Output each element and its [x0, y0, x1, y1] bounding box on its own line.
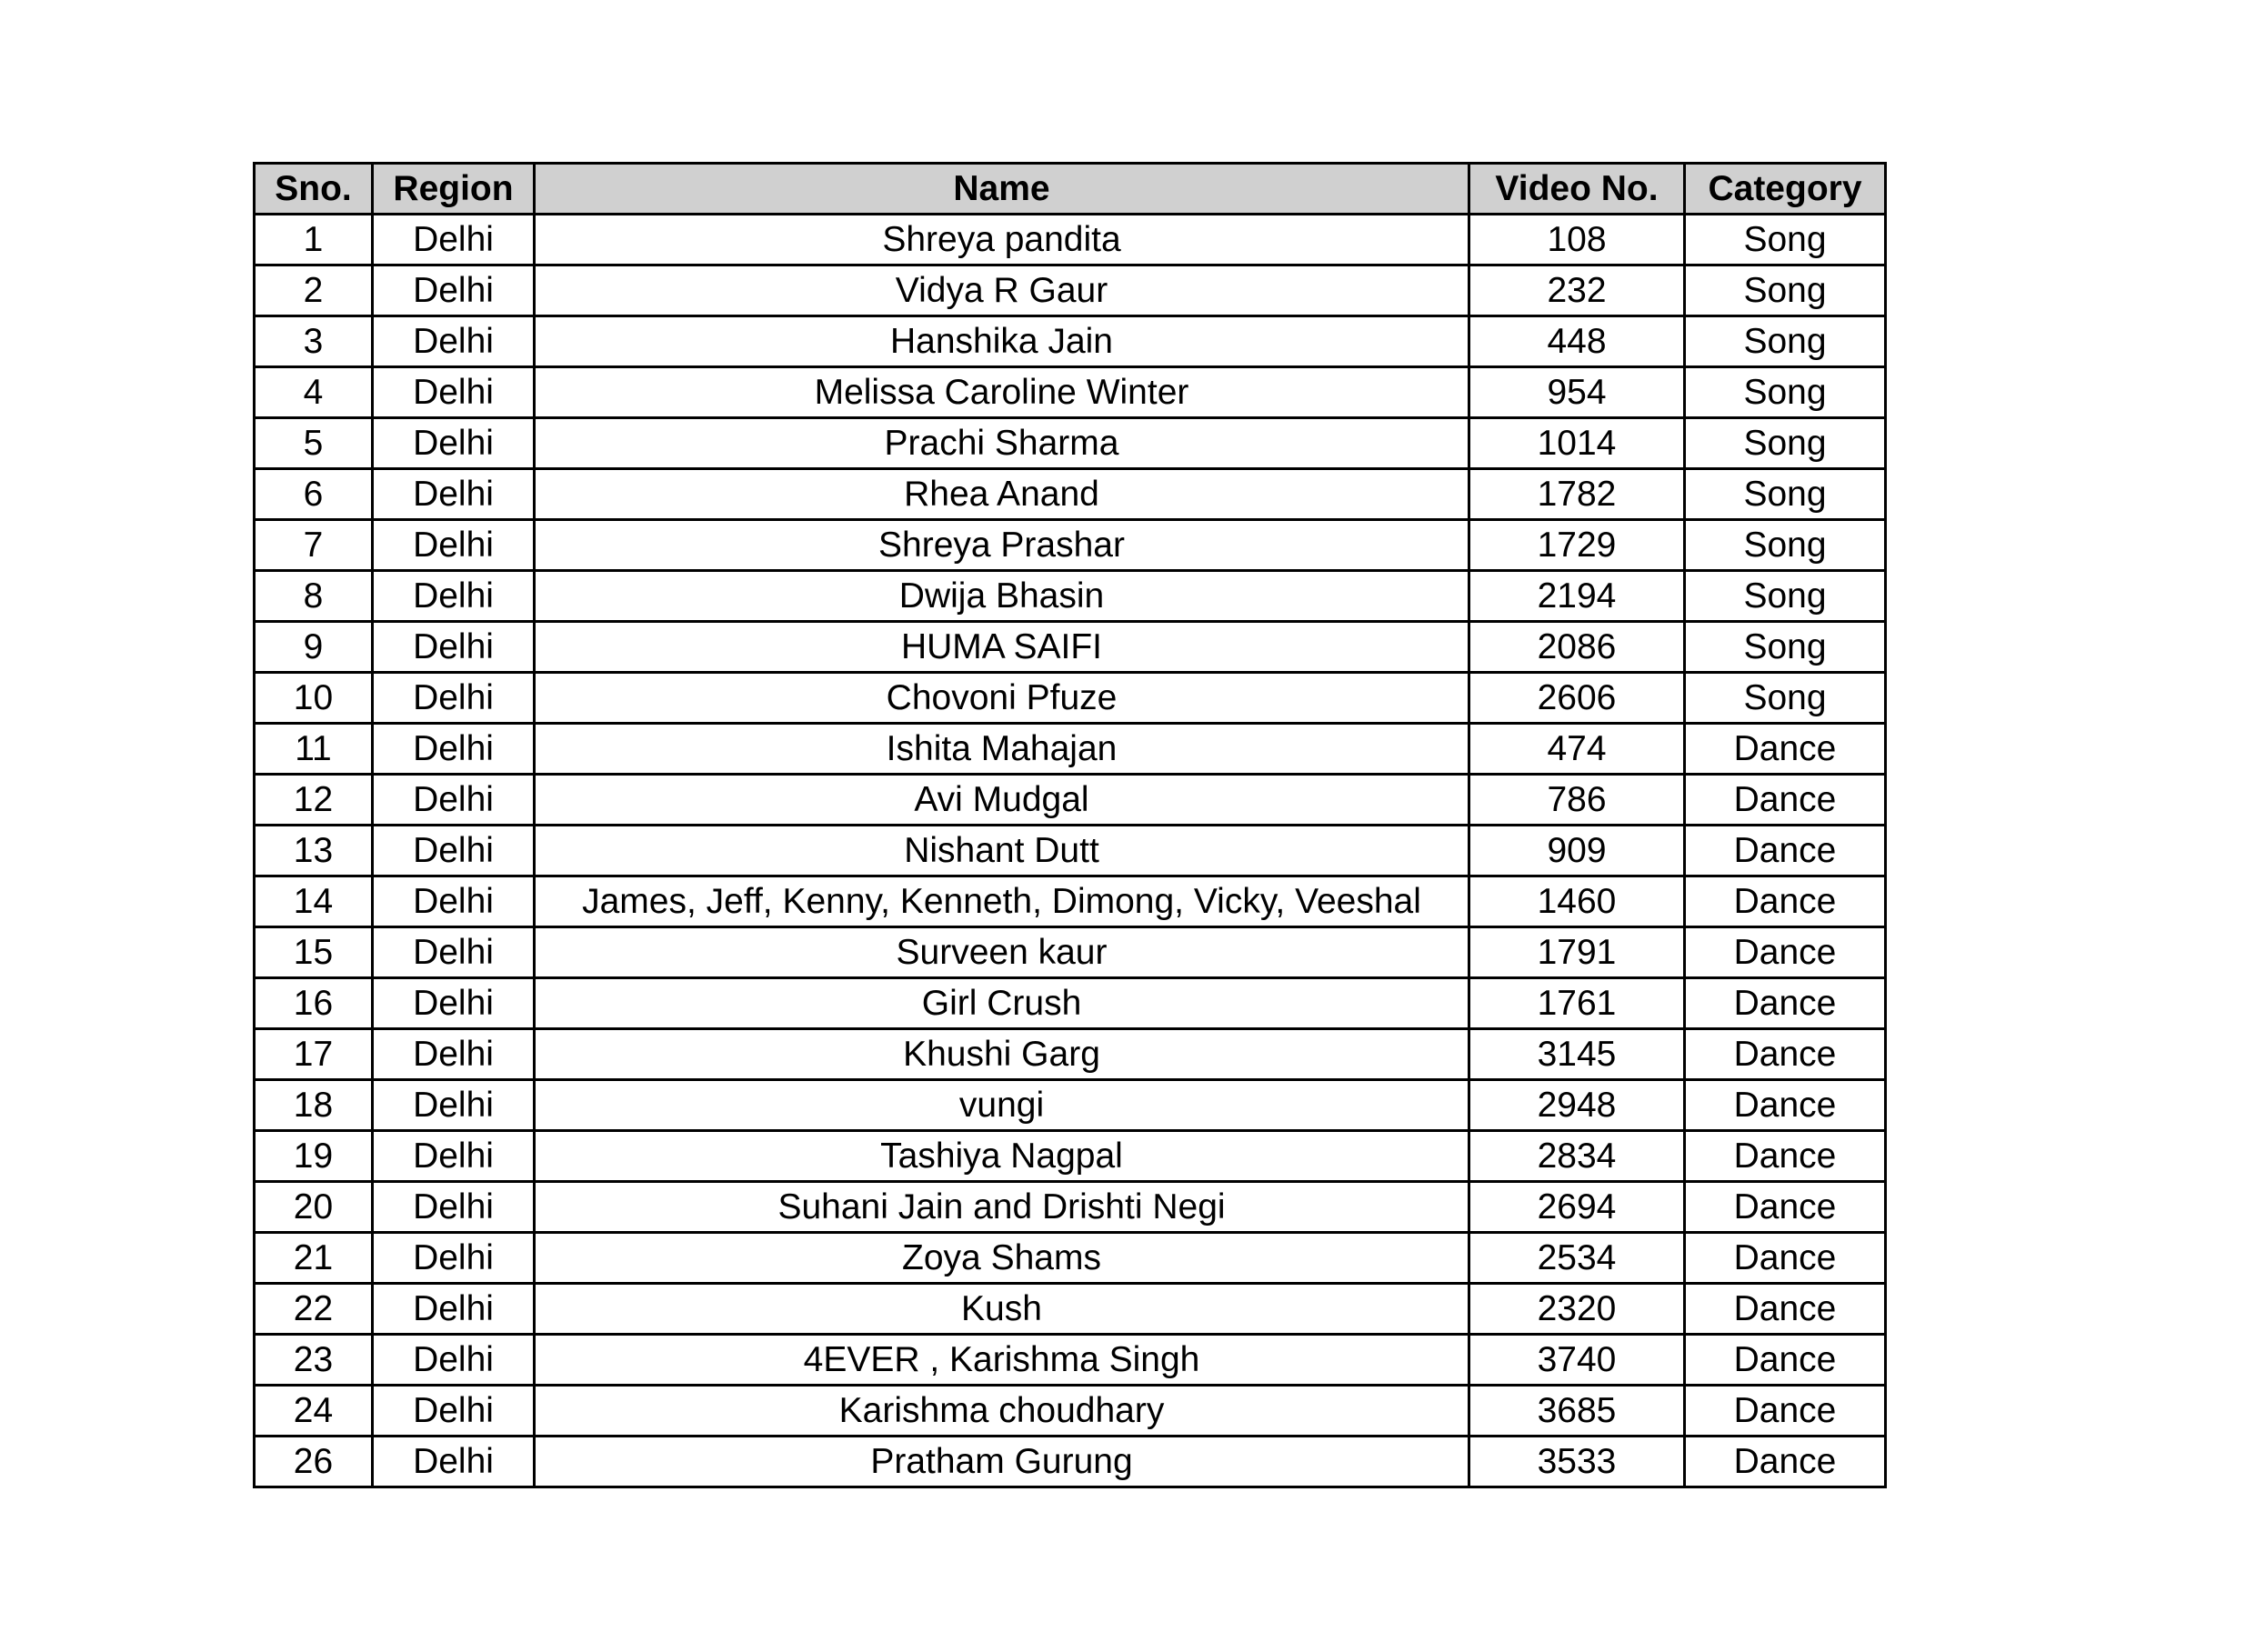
- cell-video-no: 3740: [1469, 1335, 1685, 1386]
- cell-region: Delhi: [373, 418, 535, 469]
- table-row: [255, 571, 1886, 622]
- cell-video-no: 786: [1469, 775, 1685, 826]
- cell-sno: 10: [255, 673, 373, 724]
- cell-video-no: 2320: [1469, 1284, 1685, 1335]
- cell-sno: 26: [255, 1437, 373, 1487]
- table-row: [255, 1080, 1886, 1131]
- cell-category: Dance: [1685, 927, 1886, 978]
- header-region: Region: [373, 164, 535, 215]
- cell-sno: 22: [255, 1284, 373, 1335]
- cell-region: Delhi: [373, 469, 535, 520]
- cell-region: Delhi: [373, 1386, 535, 1437]
- cell-region: Delhi: [373, 775, 535, 826]
- cell-video-no: 1729: [1469, 520, 1685, 571]
- cell-video-no: 2606: [1469, 673, 1685, 724]
- table-row: [255, 978, 1886, 1029]
- cell-video-no: 108: [1469, 215, 1685, 265]
- cell-video-no: 3533: [1469, 1437, 1685, 1487]
- cell-name: Vidya R Gaur: [535, 265, 1469, 316]
- header-category: Category: [1685, 164, 1886, 215]
- table-row: [255, 367, 1886, 418]
- cell-name: Prachi Sharma: [535, 418, 1469, 469]
- cell-sno: 16: [255, 978, 373, 1029]
- table-row: [255, 673, 1886, 724]
- cell-name: Kush: [535, 1284, 1469, 1335]
- table-row: [255, 1182, 1886, 1233]
- cell-category: Song: [1685, 622, 1886, 673]
- cell-category: Song: [1685, 265, 1886, 316]
- table-row: [255, 1437, 1886, 1487]
- table-row: [255, 1029, 1886, 1080]
- cell-region: Delhi: [373, 876, 535, 927]
- cell-region: Delhi: [373, 622, 535, 673]
- cell-sno: 7: [255, 520, 373, 571]
- cell-category: Song: [1685, 571, 1886, 622]
- cell-sno: 18: [255, 1080, 373, 1131]
- table-row: [255, 1284, 1886, 1335]
- cell-name: Shreya pandita: [535, 215, 1469, 265]
- cell-video-no: 2194: [1469, 571, 1685, 622]
- cell-region: Delhi: [373, 367, 535, 418]
- cell-sno: 4: [255, 367, 373, 418]
- cell-video-no: 954: [1469, 367, 1685, 418]
- cell-category: Dance: [1685, 1080, 1886, 1131]
- cell-region: Delhi: [373, 927, 535, 978]
- table-row: [255, 265, 1886, 316]
- cell-region: Delhi: [373, 265, 535, 316]
- cell-sno: 15: [255, 927, 373, 978]
- cell-category: Song: [1685, 316, 1886, 367]
- cell-sno: 9: [255, 622, 373, 673]
- table-row: [255, 316, 1886, 367]
- cell-region: Delhi: [373, 1284, 535, 1335]
- cell-region: Delhi: [373, 1182, 535, 1233]
- table-row: [255, 724, 1886, 775]
- cell-region: Delhi: [373, 1029, 535, 1080]
- header-video-no: Video No.: [1469, 164, 1685, 215]
- cell-sno: 21: [255, 1233, 373, 1284]
- cell-name: Nishant Dutt: [535, 826, 1469, 876]
- cell-sno: 2: [255, 265, 373, 316]
- cell-video-no: 909: [1469, 826, 1685, 876]
- cell-video-no: 474: [1469, 724, 1685, 775]
- cell-name: Dwija Bhasin: [535, 571, 1469, 622]
- participants-table: [253, 162, 1887, 1488]
- cell-name: HUMA SAIFI: [535, 622, 1469, 673]
- cell-category: Dance: [1685, 978, 1886, 1029]
- cell-category: Dance: [1685, 1284, 1886, 1335]
- cell-sno: 11: [255, 724, 373, 775]
- table-row: [255, 520, 1886, 571]
- table-row: [255, 775, 1886, 826]
- table-row: [255, 469, 1886, 520]
- cell-sno: 17: [255, 1029, 373, 1080]
- table-row: [255, 927, 1886, 978]
- cell-video-no: 1014: [1469, 418, 1685, 469]
- cell-sno: 20: [255, 1182, 373, 1233]
- cell-name: Surveen kaur: [535, 927, 1469, 978]
- cell-sno: 1: [255, 215, 373, 265]
- cell-name: Pratham Gurung: [535, 1437, 1469, 1487]
- cell-category: Song: [1685, 469, 1886, 520]
- table-row: [255, 1131, 1886, 1182]
- cell-video-no: 1791: [1469, 927, 1685, 978]
- cell-video-no: 2086: [1469, 622, 1685, 673]
- cell-region: Delhi: [373, 1131, 535, 1182]
- cell-video-no: 1460: [1469, 876, 1685, 927]
- table-body: [255, 215, 1886, 1487]
- cell-category: Dance: [1685, 775, 1886, 826]
- cell-category: Dance: [1685, 724, 1886, 775]
- cell-region: Delhi: [373, 1233, 535, 1284]
- table-row: [255, 622, 1886, 673]
- cell-category: Dance: [1685, 1233, 1886, 1284]
- cell-category: Dance: [1685, 1386, 1886, 1437]
- cell-region: Delhi: [373, 215, 535, 265]
- cell-region: Delhi: [373, 316, 535, 367]
- cell-region: Delhi: [373, 978, 535, 1029]
- cell-category: Dance: [1685, 1182, 1886, 1233]
- cell-video-no: 448: [1469, 316, 1685, 367]
- cell-region: Delhi: [373, 673, 535, 724]
- cell-category: Song: [1685, 367, 1886, 418]
- cell-name: Khushi Garg: [535, 1029, 1469, 1080]
- cell-category: Song: [1685, 418, 1886, 469]
- cell-sno: 12: [255, 775, 373, 826]
- cell-category: Song: [1685, 215, 1886, 265]
- cell-name: Suhani Jain and Drishti Negi: [535, 1182, 1469, 1233]
- cell-sno: 3: [255, 316, 373, 367]
- cell-region: Delhi: [373, 826, 535, 876]
- cell-sno: 14: [255, 876, 373, 927]
- table-row: [255, 876, 1886, 927]
- cell-name: Shreya Prashar: [535, 520, 1469, 571]
- cell-video-no: 2834: [1469, 1131, 1685, 1182]
- cell-region: Delhi: [373, 724, 535, 775]
- cell-name: vungi: [535, 1080, 1469, 1131]
- cell-name: Rhea Anand: [535, 469, 1469, 520]
- cell-category: Dance: [1685, 1437, 1886, 1487]
- cell-category: Dance: [1685, 826, 1886, 876]
- cell-name: Hanshika Jain: [535, 316, 1469, 367]
- table-row: [255, 826, 1886, 876]
- cell-region: Delhi: [373, 1437, 535, 1487]
- cell-category: Dance: [1685, 1131, 1886, 1182]
- participants-sheet: [253, 162, 1887, 1488]
- cell-video-no: 3145: [1469, 1029, 1685, 1080]
- table-row: [255, 1386, 1886, 1437]
- cell-video-no: 2534: [1469, 1233, 1685, 1284]
- cell-sno: 19: [255, 1131, 373, 1182]
- header-name: Name: [535, 164, 1469, 215]
- cell-name: James, Jeff, Kenny, Kenneth, Dimong, Vicky, Veeshal: [535, 876, 1469, 927]
- header-sno: Sno.: [255, 164, 373, 215]
- cell-category: Dance: [1685, 1029, 1886, 1080]
- cell-sno: 13: [255, 826, 373, 876]
- cell-name: 4EVER , Karishma Singh: [535, 1335, 1469, 1386]
- cell-category: Song: [1685, 520, 1886, 571]
- table-row: [255, 1233, 1886, 1284]
- table-row: [255, 1335, 1886, 1386]
- table-header-row: [255, 164, 1886, 215]
- cell-region: Delhi: [373, 1335, 535, 1386]
- cell-name: Melissa Caroline Winter: [535, 367, 1469, 418]
- cell-sno: 24: [255, 1386, 373, 1437]
- cell-name: Chovoni Pfuze: [535, 673, 1469, 724]
- cell-video-no: 3685: [1469, 1386, 1685, 1437]
- cell-name: Karishma choudhary: [535, 1386, 1469, 1437]
- cell-category: Dance: [1685, 876, 1886, 927]
- cell-sno: 8: [255, 571, 373, 622]
- cell-name: Girl Crush: [535, 978, 1469, 1029]
- cell-sno: 6: [255, 469, 373, 520]
- cell-video-no: 2948: [1469, 1080, 1685, 1131]
- table-row: [255, 215, 1886, 265]
- cell-sno: 5: [255, 418, 373, 469]
- cell-category: Dance: [1685, 1335, 1886, 1386]
- cell-sno: 23: [255, 1335, 373, 1386]
- cell-category: Song: [1685, 673, 1886, 724]
- cell-video-no: 232: [1469, 265, 1685, 316]
- cell-name: Tashiya Nagpal: [535, 1131, 1469, 1182]
- table-row: [255, 418, 1886, 469]
- cell-region: Delhi: [373, 571, 535, 622]
- cell-video-no: 1782: [1469, 469, 1685, 520]
- cell-video-no: 1761: [1469, 978, 1685, 1029]
- cell-name: Avi Mudgal: [535, 775, 1469, 826]
- cell-name: Ishita Mahajan: [535, 724, 1469, 775]
- cell-region: Delhi: [373, 520, 535, 571]
- cell-name: Zoya Shams: [535, 1233, 1469, 1284]
- cell-region: Delhi: [373, 1080, 535, 1131]
- cell-video-no: 2694: [1469, 1182, 1685, 1233]
